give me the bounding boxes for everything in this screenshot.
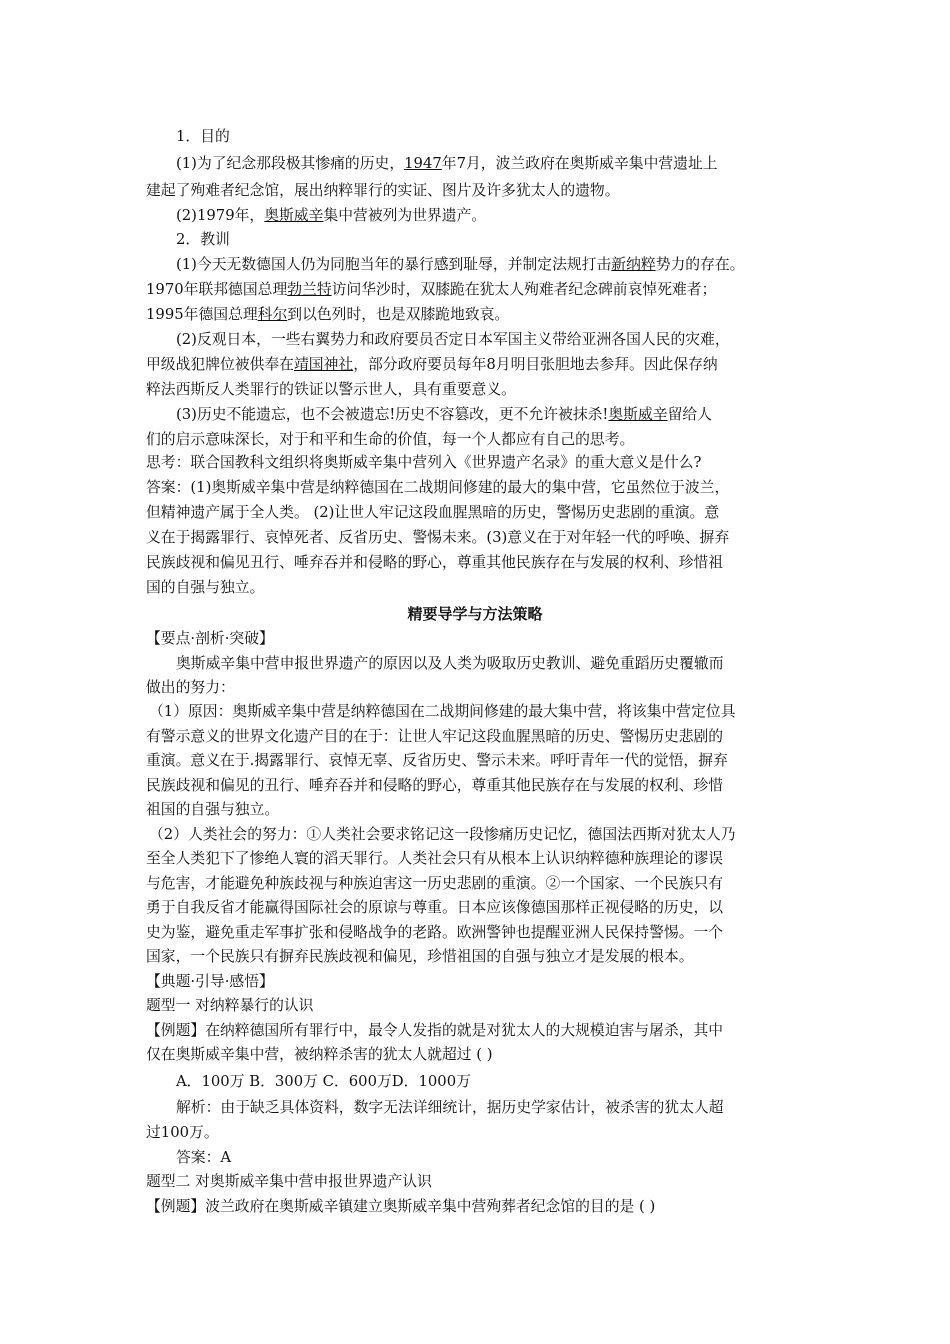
paragraph-line: 祖国的自强与独立。 xyxy=(146,801,280,818)
subsection-heading: 【典题·引导·感悟】 xyxy=(146,973,274,990)
paragraph-line: 重演。意义在于.揭露罪行、哀悼无辜、反省历史、警示未来。呼吁青年一代的觉悟，摒弃 xyxy=(146,752,728,769)
paragraph-line: 奥斯威辛集中营申报世界遗产的原因以及人类为吸取历史教训、避免重蹈历史覆辙而 xyxy=(176,655,724,672)
paragraph-line: （1）原因：奥斯威辛集中营是纳粹德国在二战期间修建的最大集中营，将该集中营定位具 xyxy=(149,703,736,720)
paragraph-line: (2)反观日本，一些右翼势力和政府要员否定日本军国主义带给亚洲各国人民的灾难， xyxy=(176,331,730,348)
paragraph-line: 至全人类犯下了惨绝人寰的滔天罪行。人类社会只有从根本上认识纳粹德种族理论的谬误 xyxy=(146,850,724,867)
answer-line: 国的自强与独立。 xyxy=(146,579,265,596)
paragraph-line: （2）人类社会的努力：①人类社会要求铭记这一段惨痛历史记忆，德国法西斯对犹太人乃 xyxy=(149,826,736,843)
heading-purpose: 1．目的 xyxy=(176,128,230,145)
paragraph-line: 史为鉴，避免重走军事扩张和侵略战争的老路。欧洲警钟也提醒亚洲人民保持警惕。一个 xyxy=(146,924,724,941)
paragraph-line: 国家，一个民族只有摒弃民族歧视和偏见，珍惜祖国的自强与独立才是发展的根本。 xyxy=(146,948,694,965)
subsection-heading: 【要点·剖析·突破】 xyxy=(146,630,274,647)
text-segment: (1)为了纪念那段极其惨痛的历史， xyxy=(176,155,405,172)
text-segment: (1)今天无数德国人仍为同胞当年的暴行感到耻辱，并制定法规打击 xyxy=(176,256,612,273)
paragraph-line: 做出的努力： xyxy=(146,679,235,696)
answer-line: 答案：A xyxy=(176,1149,232,1166)
analysis-line: 解析：由于缺乏具体资料，数字无法详细统计，据历史学家估计，被杀害的犹太人超 xyxy=(176,1099,724,1116)
underlined-term: 科尔 xyxy=(257,306,288,323)
text-segment: 访问华沙时，双膝跪在犹太人殉难者纪念碑前哀悼死难者； xyxy=(331,281,717,298)
paragraph-line xyxy=(176,254,744,276)
question-type-heading: 题型一 对纳粹暴行的认识 xyxy=(146,997,314,1014)
paragraph-line xyxy=(146,279,716,301)
paragraph-line: 建起了殉难者纪念馆，展出纳粹罪行的实证、图片及许多犹太人的遗物。 xyxy=(146,182,620,199)
paragraph-line: 有警示意义的世界文化遗产目的在于：让世人牢记这段血腥黑暗的历史、警惕历史悲剧的 xyxy=(146,728,724,745)
text-segment: 集中营被列为世界遗产。 xyxy=(323,207,487,224)
heading-lessons: 2．教训 xyxy=(176,231,230,248)
text-segment: 1995年德国总理 xyxy=(146,306,258,323)
text-segment: 年7月，波兰政府在奥斯威辛集中营遗址上 xyxy=(441,155,718,172)
paragraph-line: 民族歧视和偏见的丑行、唾弃吞并和侵略的野心，尊重其他民族存在与发展的权利、珍惜 xyxy=(146,777,724,794)
example-question-line: 仅在奥斯威辛集中营，被纳粹杀害的犹太人就超过 ( ) xyxy=(146,1046,493,1063)
example-question-line: 【例题】在纳粹德国所有罪行中，最令人发指的就是对犹太人的大规模迫害与屠杀，其中 xyxy=(146,1022,724,1039)
question-line: 思考：联合国教科文组织将奥斯威辛集中营列入《世界遗产名录》的重大意义是什么? xyxy=(146,454,702,471)
section-title: 精要导学与方法策略 xyxy=(407,605,543,623)
underlined-term: 奥斯威辛 xyxy=(264,207,324,224)
answer-line: 义在于揭露罪行、哀悼死者、反省历史、警惕未来。(3)意义在于对年轻一代的呼唤、摒弃 xyxy=(146,529,730,546)
answer-line: 但精神遗产属于全人类。 (2)让世人牢记这段血腥黑暗的历史，警惕历史悲剧的重演。意 xyxy=(146,504,720,521)
paragraph-line xyxy=(176,205,486,227)
underlined-term: 1947 xyxy=(404,155,442,172)
paragraph-line xyxy=(146,354,718,376)
answer-line: 答案：(1)奥斯威辛集中营是纳粹德国在二战期间修建的最大的集中营，它虽然位于波兰， xyxy=(146,479,730,496)
example-question-line: 【例题】波兰政府在奥斯威辛镇建立奥斯威辛集中营殉葬者纪念馆的目的是 ( ) xyxy=(146,1198,656,1215)
paragraph-line: 与危害，才能避免种族歧视与种族迫害这一历史悲剧的重演。②一个国家、一个民族只有 xyxy=(146,875,724,892)
text-segment: (2)1979年， xyxy=(176,207,265,224)
question-type-heading: 题型二 对奥斯威辛集中营申报世界遗产认识 xyxy=(146,1173,432,1190)
paragraph-line xyxy=(146,304,509,326)
paragraph-line: 粹法西斯反人类罪行的铁证以警示世人，具有重要意义。 xyxy=(146,381,516,398)
answer-options: A．100万 B．300万 C．600万D．1000万 xyxy=(176,1073,471,1090)
paragraph-line: 勇于自我反省才能赢得国际社会的原谅与尊重。日本应该像德国那样正视侵略的历史，以 xyxy=(146,899,724,916)
underlined-term: 奥斯威辛 xyxy=(608,406,668,423)
paragraph-line: 们的启示意味深长，对于和平和生命的价值，每一个人都应有自己的思考。 xyxy=(146,431,635,448)
text-segment: 留给人 xyxy=(667,406,712,423)
paragraph-line xyxy=(176,404,712,426)
text-segment: (3)历史不能遗忘，也不会被遗忘!历史不容篡改，更不允许被抹杀! xyxy=(176,406,609,423)
analysis-line: 过100万。 xyxy=(146,1124,219,1141)
text-segment: 势力的存在。 xyxy=(655,256,745,273)
text-segment: 到以色列时，也是双膝跪地致哀。 xyxy=(287,306,510,323)
text-segment: ，部分政府要员每年8月明目张胆地去参拜。因此保存纳 xyxy=(353,356,718,373)
text-segment: 甲级战犯牌位被供奉在 xyxy=(146,356,294,373)
underlined-term: 勃兰特 xyxy=(287,281,332,298)
answer-line: 民族歧视和偏见丑行、唾弃吞并和侵略的野心，尊重其他民族存在与发展的权利、珍惜祖 xyxy=(146,554,724,571)
underlined-term: 新纳粹 xyxy=(611,256,656,273)
paragraph-line xyxy=(176,153,718,175)
underlined-term: 靖国神社 xyxy=(293,356,354,373)
text-segment: 1970年联邦德国总理 xyxy=(146,281,288,298)
